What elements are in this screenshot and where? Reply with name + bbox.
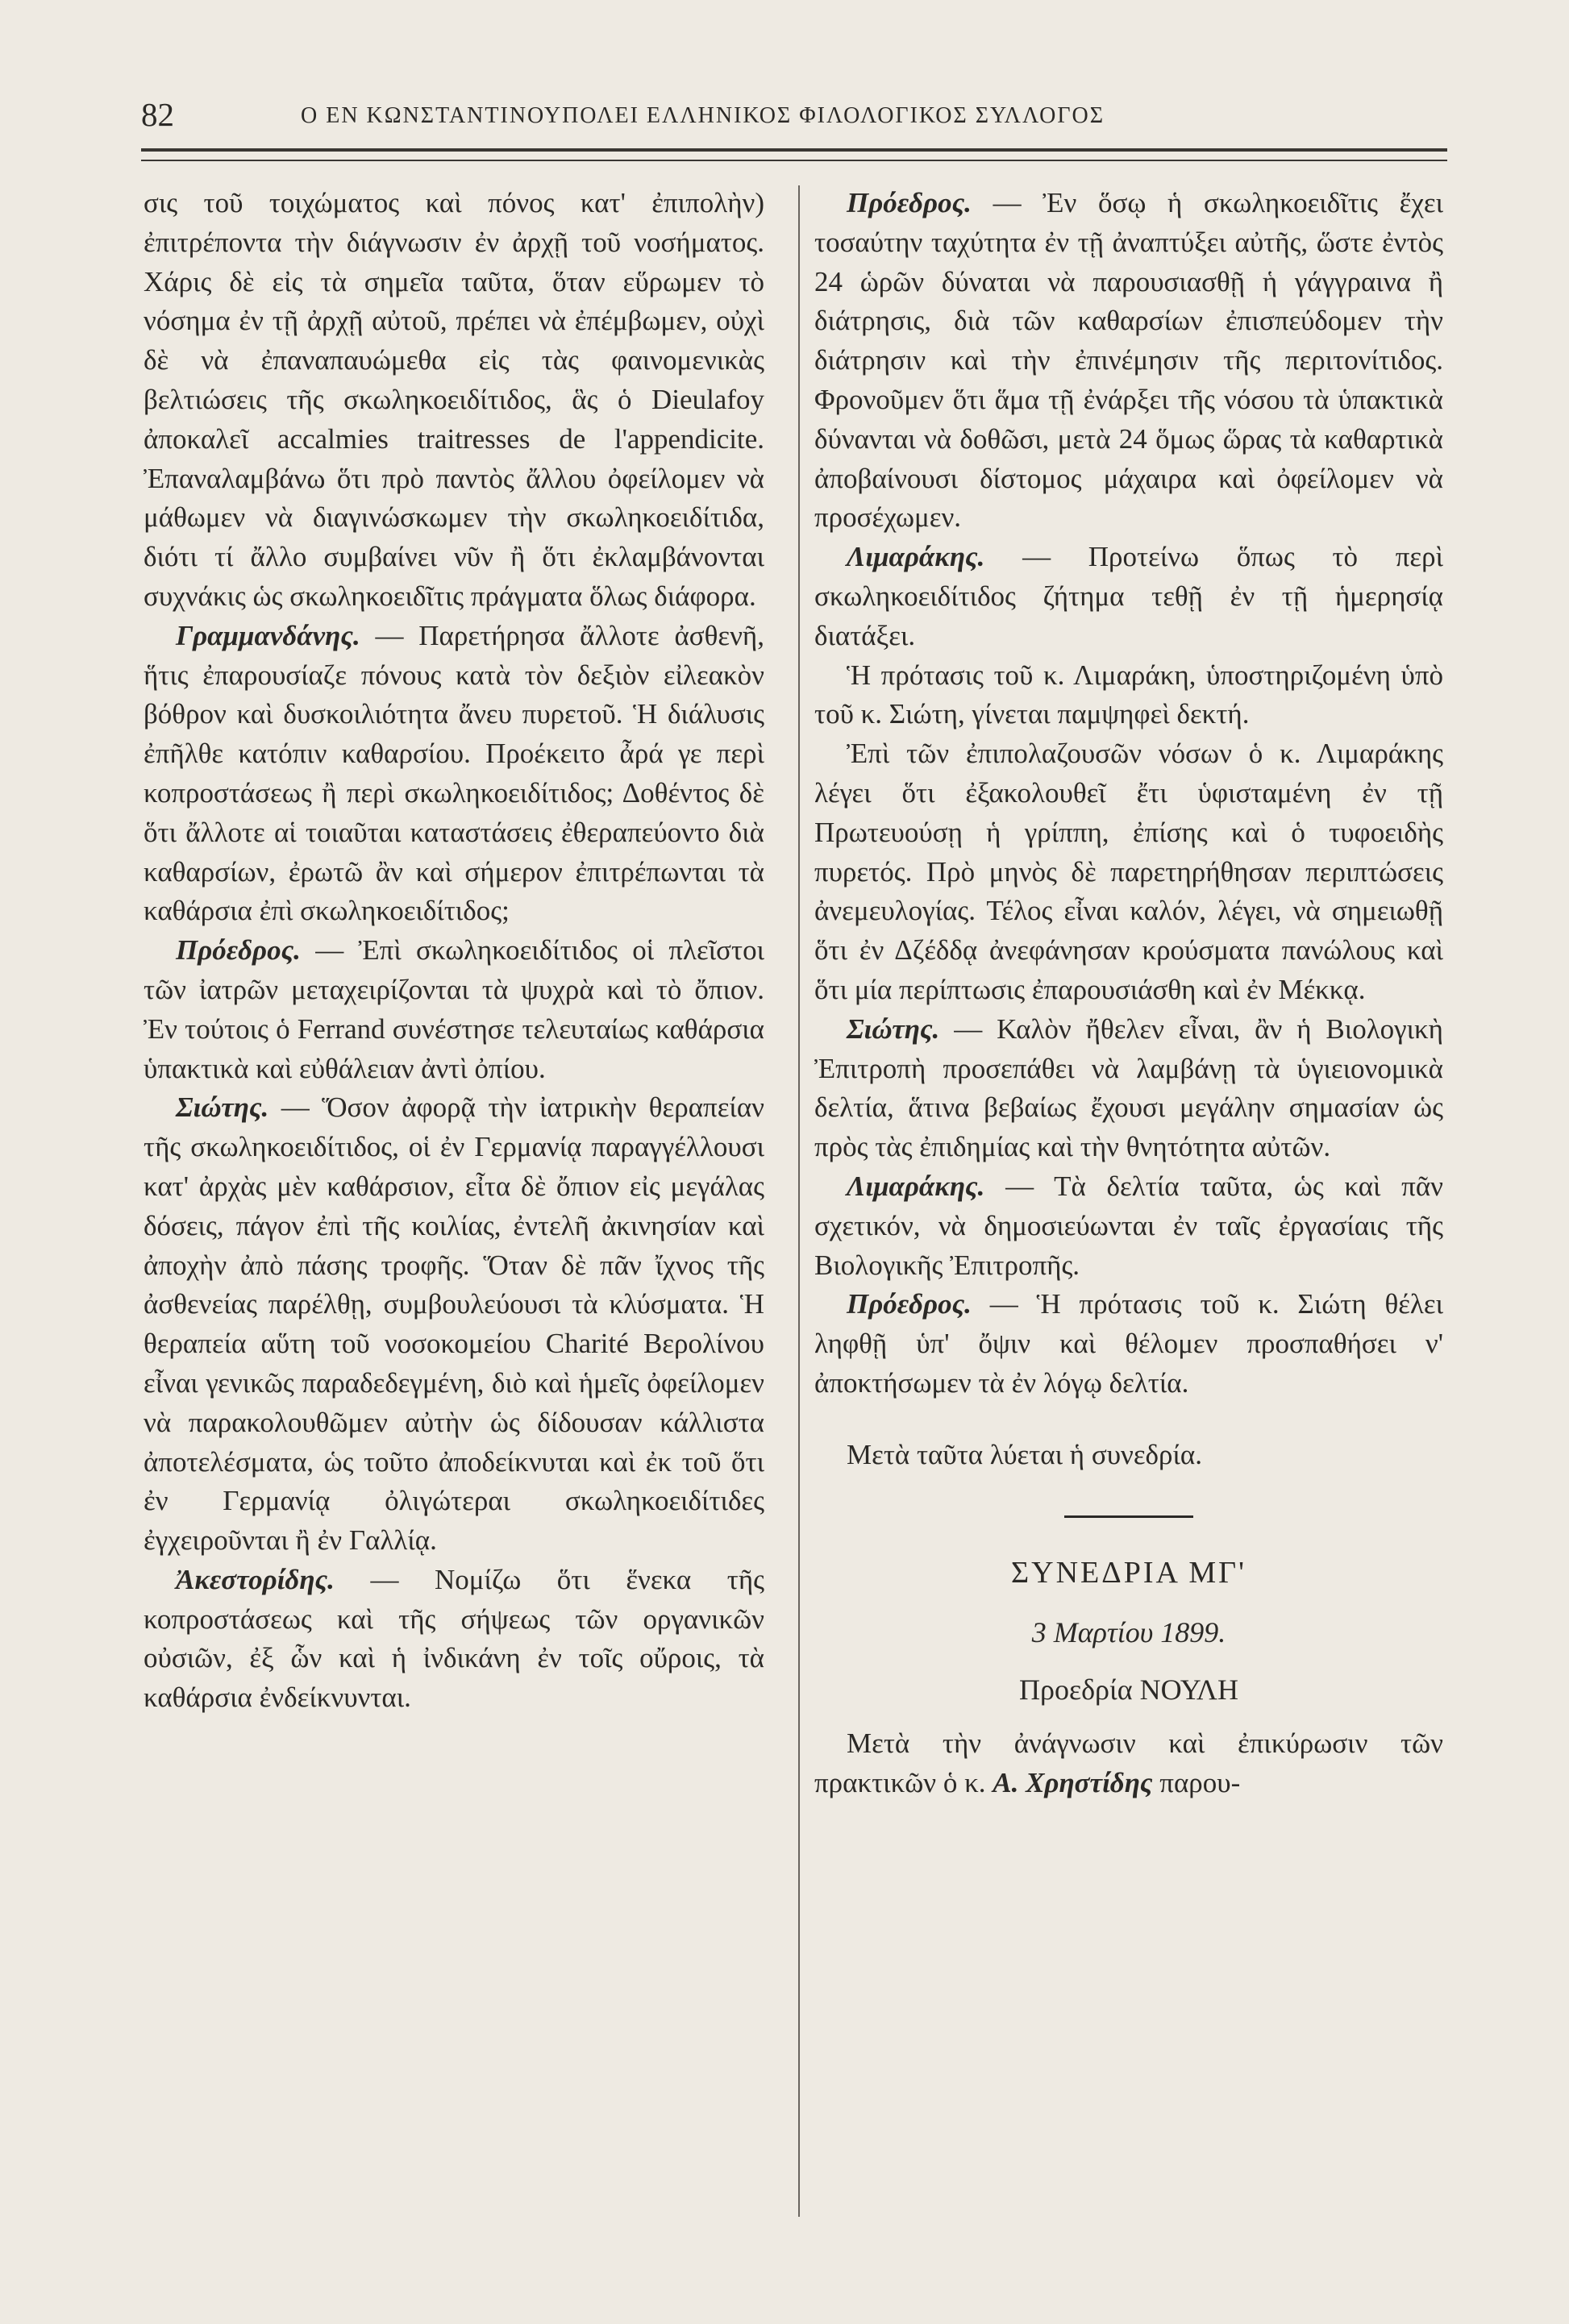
right-column bbox=[814, 184, 1443, 1802]
speech-text: — Τὰ δελτία ταῦτα, ὡς καὶ πᾶν σχετικόν, νὰ δημοσιεύωνται ἐν ταῖς ἐργασίαις τῆς Βιολογικῆς Ἐπιτροπῆς. bbox=[814, 1170, 1443, 1281]
paragraph bbox=[144, 617, 764, 931]
paragraph bbox=[814, 184, 1443, 538]
speaker-name: Α. Χρηστίδης bbox=[993, 1766, 1153, 1798]
paragraph bbox=[144, 1088, 764, 1561]
paragraph bbox=[144, 931, 764, 1088]
speech-text: παρου- bbox=[1152, 1766, 1241, 1798]
paragraph bbox=[814, 1285, 1443, 1403]
speech-text: — Ἐπὶ σκωληκοειδίτιδος οἱ πλεῖστοι τῶν ἰατρῶν μεταχειρίζονται τὰ ψυχρὰ καὶ τὸ ὄπιον. Ἐν τούτοις ὁ Ferrand συνέστησε τελευταίως καθάρσια ὑπακτικὰ καὶ εὐθάλειαν ἀντὶ ὀπίου. bbox=[144, 934, 764, 1084]
paragraph bbox=[814, 1010, 1443, 1167]
page-header bbox=[141, 95, 1447, 143]
paragraph bbox=[814, 1167, 1443, 1285]
presidency-line: Προεδρία ΝΟΥΛΗ bbox=[1019, 1673, 1238, 1707]
paragraph: Ἐπὶ τῶν ἐπιπολαζουσῶν νόσων ὁ κ. Λιμαράκης λέγει ὅτι ἐξακολουθεῖ ἔτι ὑφισταμένη ἐν τῇ Πρωτευούσῃ ἡ γρίππη, ἐπίσης καὶ ὁ τυφοειδὴς πυρετός. Πρὸ μηνὸς δὲ παρετηρήθησαν περιπτώσεις ἀνεμευλογίας. Τέλος εἶναι καλόν, λέγει, νὰ σημειωθῇ ὅτι ἐν Δζέδδᾳ ἀνεφάνησαν κρούσματα πανώλους καὶ ὅτι μία περίπτωσις ἐπαρουσιάσθη καὶ ἐν Μέκκᾳ. bbox=[814, 738, 1443, 1005]
section-separator bbox=[1064, 1515, 1193, 1518]
paragraph bbox=[814, 538, 1443, 655]
speaker-name: Γραμμανδάνης. bbox=[176, 619, 360, 651]
speech-text: — Ἡ πρότασις τοῦ κ. Σιώτη θέλει ληφθῇ ὑπ' ὄψιν καὶ θέλομεν προσπαθήσει ν' ἀποκτήσωμεν τὰ ἐν λόγῳ δελτία. bbox=[814, 1288, 1443, 1399]
speaker-name: Πρόεδρος. bbox=[847, 1288, 972, 1320]
header-rule-thin bbox=[141, 160, 1447, 161]
paragraph: σις τοῦ τοιχώματος καὶ πόνος κατ' ἐπιπολὴν) ἐπιτρέποντα τὴν διάγνωσιν ἐν ἀρχῇ τοῦ νοσήματος. Χάρις δὲ εἰς τὰ σημεῖα ταῦτα, ὅταν εὕρωμεν τὸ νόσημα ἐν τῇ ἀρχῇ αὐτοῦ, πρέπει νὰ ἐπέμβωμεν, οὐχὶ δὲ νὰ ἐπαναπαυώμεθα εἰς τὰς φαινομενικὰς βελτιώσεις τῆς σκωληκοειδίτιδος, ἃς ὁ Dieulafoy ἀποκαλεῖ accalmies traitresses de l'appendicite. Ἐπαναλαμβάνω ὅτι πρὸ παντὸς ἄλλου ὀφείλομεν νὰ μάθωμεν νὰ διαγινώσκωμεν τὴν σκωληκοειδίτιδα, διότι τί ἄλλο συμβαίνει νῦν ἢ ὅτι ἐκλαμβάνονται συχνάκις ὡς σκωληκοειδῖτις πράγματα ὅλως διάφορα. bbox=[144, 187, 764, 612]
speech-text: — Ὅσον ἀφορᾷ τὴν ἰατρικὴν θεραπείαν τῆς σκωληκοειδίτιδος, οἱ ἐν Γερμανίᾳ παραγγέλλουσι κατ' ἀρχὰς μὲν καθάρσιον, εἶτα δὲ ὄπιον εἰς μεγάλας δόσεις, πάγον ἐπὶ τῆς κοιλίας, ἐντελῆ ἀκινησίαν καὶ ἀποχὴν ἀπὸ πάσης τροφῆς. Ὅταν δὲ πᾶν ἴχνος τῆς ἀσθενείας παρέλθῃ, συμβουλεύουσι τὰ κλύσματα. Ἡ θεραπεία αὕτη τοῦ νοσοκομείου Charité Βερολίνου εἶναι γενικῶς παραδεδεγμένη, διὸ καὶ ἡμεῖς ὀφείλομεν νὰ παρακολουθῶμεν αὐτὴν ὡς δίδουσαν κάλλιστα ἀποτελέσματα, ὡς τοῦτο ἀποδείκνυται καὶ ἐκ τοῦ ὅτι ἐν Γερμανίᾳ ὀλιγώτεραι σκωληκοειδίτιδες ἐγχειροῦνται ἢ ἐν Γαλλίᾳ. bbox=[144, 1091, 764, 1557]
speaker-name: Λιμαράκης. bbox=[847, 1170, 985, 1202]
speech-text: — Καλὸν ἤθελεν εἶναι, ἂν ἡ Βιολογικὴ Ἐπιτροπὴ προσεπάθει νὰ λαμβάνῃ τὰ ὑγιειονομικὰ δελτία, ἅτινα βεβαίως ἔχουσι μεγάλην σημασίαν ὡς πρὸς τὰς ἐπιδημίας καὶ τὴν θνητότητα αὐτῶν. bbox=[814, 1012, 1443, 1163]
speaker-name: Ἀκεστορίδης. bbox=[176, 1563, 335, 1595]
column-divider bbox=[798, 185, 800, 2217]
paragraph bbox=[144, 1561, 764, 1718]
closing-line: Μετὰ ταῦτα λύεται ἡ συνεδρία. bbox=[847, 1438, 1203, 1470]
speech-text: — Ἐν ὅσῳ ἡ σκωληκοειδῖτις ἔχει τοσαύτην ταχύτητα ἐν τῇ ἀναπτύξει αὐτῆς, ὥστε ἐντὸς 24 ὡρῶν δύναται νὰ παρουσιασθῇ ἡ γάγγραινα ἢ διάτρησις, διὰ τῶν καθαρσίων ἐπισπεύδομεν τὴν διάτρησιν καὶ τὴν ἐπινέμησιν τῆς περιτονίτιδος. Φρονοῦμεν ὅτι ἅμα τῇ ἐνάρξει τῆς νόσου τὰ ὑπακτικὰ δύνανται νὰ δοθῶσι, μετὰ 24 ὅμως ὥρας τὰ καθαρτικὰ ἀποβαίνουσι δίστομος μάχαιρα καὶ ὀφείλομεν νὰ προσέχωμεν. bbox=[814, 187, 1443, 534]
session-title: ΣΥΝΕΔΡΙΑ ΜΓ' bbox=[1011, 1555, 1246, 1590]
running-head: Ο ΕΝ ΚΩΝΣΤΑΝΤΙΝΟΥΠΟΛΕΙ ΕΛΛΗΝΙΚΟΣ ΦΙΛΟΛΟΓΙΚΟΣ ΣΥΛΛΟΓΟΣ bbox=[301, 103, 1105, 128]
speech-text: — Προτείνω ὅπως τὸ περὶ σκωληκοειδίτιδος ζήτημα τεθῇ ἐν τῇ ἡμερησίᾳ διατάξει. bbox=[814, 541, 1443, 651]
left-column bbox=[144, 184, 764, 1718]
header-rule-thick bbox=[141, 148, 1447, 152]
page-number: 82 bbox=[141, 96, 174, 133]
paragraph: Ἡ πρότασις τοῦ κ. Λιμαράκη, ὑποστηριζομένη ὑπὸ τοῦ κ. Σιώτη, γίνεται παμψηφεὶ δεκτή. bbox=[814, 659, 1443, 730]
speaker-name: Σιώτης. bbox=[176, 1091, 269, 1124]
paragraph bbox=[814, 1724, 1443, 1803]
session-date: 3 Μαρτίου 1899. bbox=[1031, 1616, 1226, 1649]
speech-text: — Νομίζω ὅτι ἕνεκα τῆς κοπροστάσεως καὶ τῆς σήψεως τῶν οργανικῶν οὐσιῶν, ἐξ ὧν καὶ ἡ ἰνδικάνη ἐν τοῖς οὔροις, τὰ καθάρσια ἐνδείκνυνται. bbox=[144, 1563, 764, 1714]
speaker-name: Λιμαράκης. bbox=[847, 541, 985, 573]
speech-text: Μετὰ τὴν ἀνάγνωσιν καὶ ἐπικύρωσιν τῶν πρακτικῶν ὁ κ. bbox=[814, 1727, 1443, 1798]
speaker-name: Πρόεδρος. bbox=[847, 187, 972, 218]
speaker-name: Πρόεδρος. bbox=[176, 934, 301, 967]
speaker-name: Σιώτης. bbox=[847, 1012, 940, 1045]
speech-text: — Παρετήρησα ἄλλοτε ἀσθενῆ, ἥτις ἐπαρουσίαζε πόνους κατὰ τὸν δεξιὸν εἰλεακὸν βόθρον καὶ δυσκοιλιότητα ἄνευ πυρετοῦ. Ἡ διάλυσις ἐπῆλθε κατόπιν καθαρσίου. Προέκειτο ἆρά γε περὶ κοπροστάσεως ἢ περὶ σκωληκοειδίτιδος; Δοθέντος δὲ ὅτι ἄλλοτε αἱ τοιαῦται καταστάσεις ἐθεραπεύοντο διὰ καθαρσίων, ἐρωτῶ ἂν καὶ σήμερον ἐπιτρέπωνται τὰ καθάρσια ἐπὶ σκωληκοειδίτιδος; bbox=[144, 619, 764, 927]
